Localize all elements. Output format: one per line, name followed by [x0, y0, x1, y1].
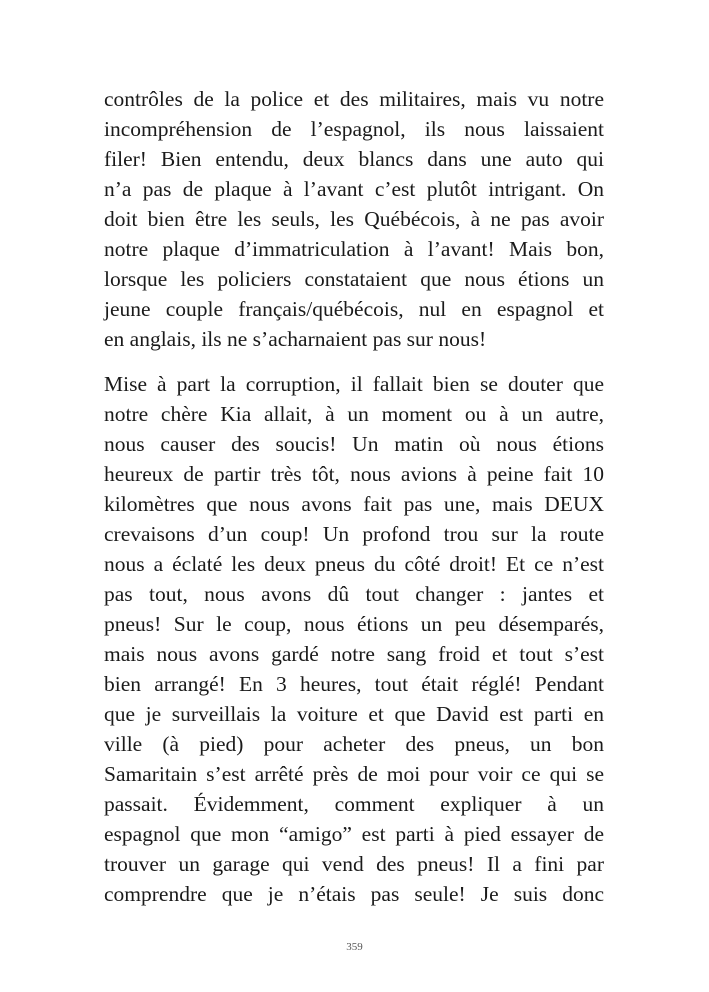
text-line: que je surveillais la voiture et que David est parti en: [104, 702, 604, 726]
text-line: bien arrangé! En 3 heures, tout était réglé! Pendant: [104, 672, 604, 696]
text-line: heureux de partir très tôt, nous avions à peine fait 10: [104, 462, 604, 486]
text-line: pneus! Sur le coup, nous étions un peu désemparés,: [104, 612, 604, 636]
text-line: pas tout, nous avons dû tout changer : jantes et: [104, 582, 604, 606]
text-line: Samaritain s’est arrêté près de moi pour voir ce qui se: [104, 762, 604, 786]
text-line: n’a pas de plaque à l’avant c’est plutôt intrigant. On: [104, 177, 604, 201]
page-number: 359: [346, 941, 363, 953]
text-line: jeune couple français/québécois, nul en espagnol et: [104, 297, 604, 321]
text-line: crevaisons d’un coup! Un profond trou sur la route: [104, 522, 604, 546]
text-line: doit bien être les seuls, les Québécois, à ne pas avoir: [104, 207, 604, 231]
text-line: notre chère Kia allait, à un moment ou à un autre,: [104, 402, 604, 426]
text-line: passait. Évidemment, comment expliquer à un: [104, 792, 604, 816]
text-line: comprendre que je n’étais pas seule! Je suis donc: [104, 882, 604, 906]
text-line: espagnol que mon “amigo” est parti à pied essayer de: [104, 822, 604, 846]
text-line: mais nous avons gardé notre sang froid et tout s’est: [104, 642, 604, 666]
text-line: incompréhension de l’espagnol, ils nous laissaient: [104, 117, 604, 141]
text-line: kilomètres que nous avons fait pas une, mais DEUX: [104, 492, 604, 516]
text-line: en anglais, ils ne s’acharnaient pas sur nous!: [104, 327, 487, 351]
text-line: nous a éclaté les deux pneus du côté droit! Et ce n’est: [104, 552, 604, 576]
text-line: ville (à pied) pour acheter des pneus, un bon: [104, 732, 604, 756]
text-line: nous causer des soucis! Un matin où nous étions: [104, 432, 604, 456]
text-line: contrôles de la police et des militaires, mais vu notre: [104, 87, 604, 111]
text-line: notre plaque d’immatriculation à l’avant! Mais bon,: [104, 237, 604, 261]
text-line: lorsque les policiers constataient que nous étions un: [104, 267, 604, 291]
text-line: Mise à part la corruption, il fallait bien se douter que: [104, 372, 604, 396]
text-line: filer! Bien entendu, deux blancs dans une auto qui: [104, 147, 604, 171]
text-line: trouver un garage qui vend des pneus! Il a fini par: [104, 852, 604, 876]
